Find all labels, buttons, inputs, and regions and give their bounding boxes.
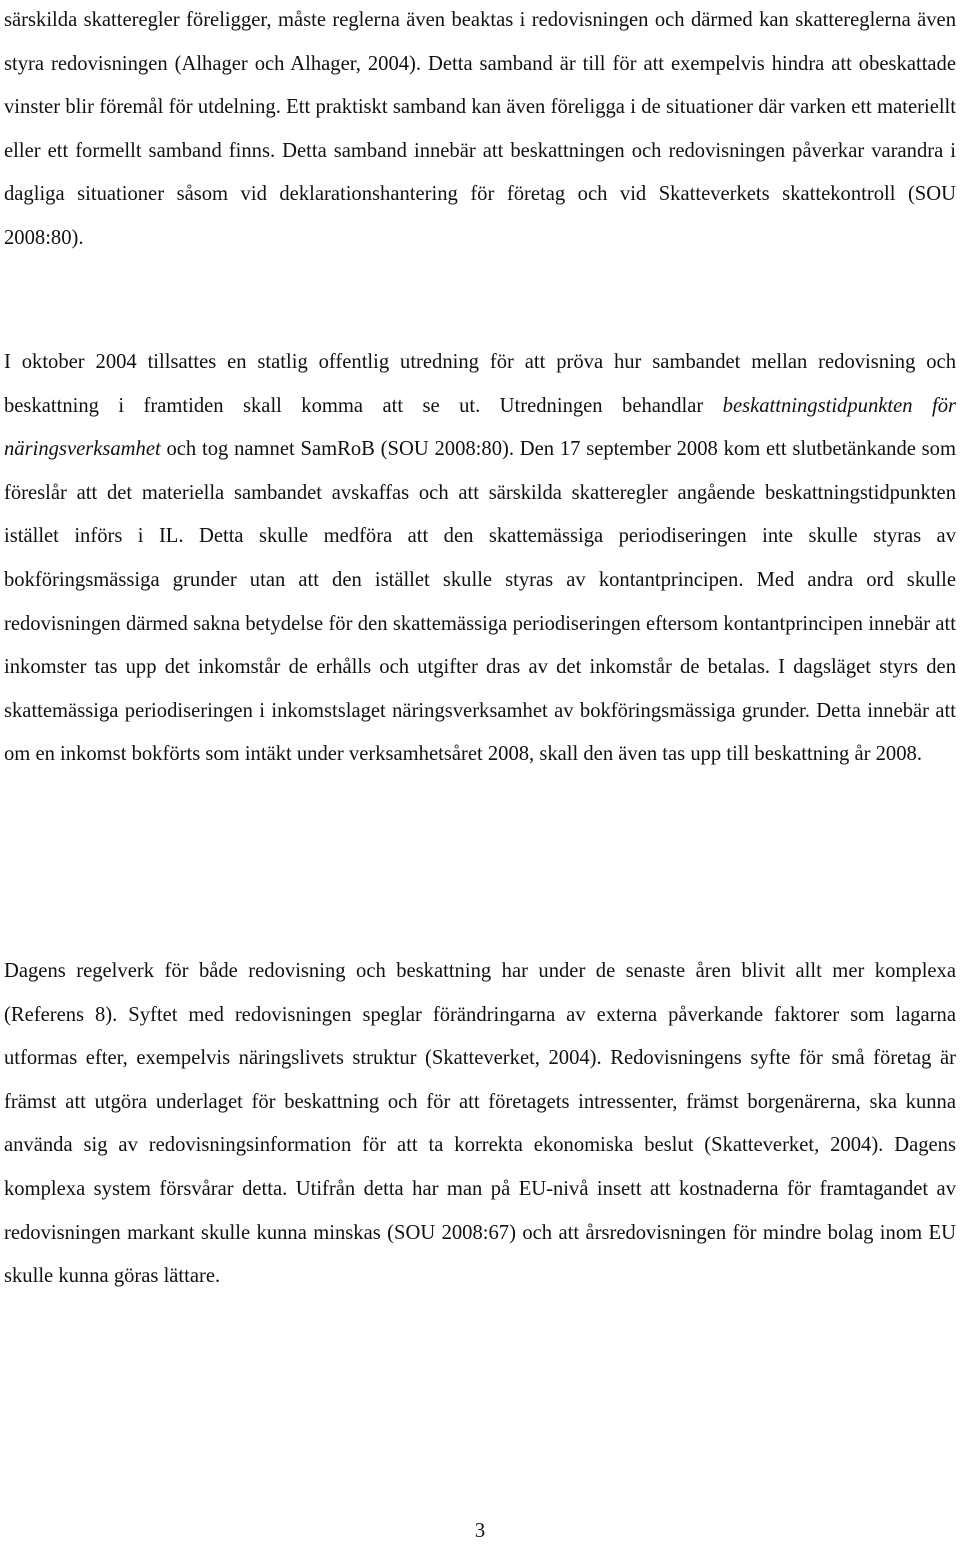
- paragraph: [4, 950, 956, 1299]
- emphasized-text: beskattningstidpunkten för näringsverksamhet: [4, 394, 957, 461]
- paragraph: [4, 0, 956, 261]
- paragraph-text: Dagens regelverk för både redovisning och beskattning har under de senaste åren blivit allt mer komplexa (Referens 8). Syftet med redovisningen speglar förändringarna av externa påverkande faktorer som lagarna utformas efter, exempelvis näringslivets struktur (Skatteverket, 2004). Redovisningens syfte för små företag är främst att utgöra underlaget för beskattning och för att företagets intressenter, främst borgenärerna, ska kunna använda sig av redovisningsinformation för att ta korrekta ekonomiska beslut (Skatteverket, 2004). Dagens komplexa system försvårar detta. Utifrån detta har man på EU-nivå insett att kostnaderna för framtagandet av redovisningen markant skulle kunna minskas (SOU 2008:67) och att årsredovisningen för mindre bolag inom EU skulle kunna göras lättare.: [4, 960, 956, 1288]
- paragraph-text: I oktober 2004 tillsattes en statlig offentlig utredning för att pröva hur sambandet mellan redovisning och beskattning i framtiden skall komma att se ut. Utredningen behandlar: [4, 351, 956, 417]
- page-number: 3: [474, 1520, 486, 1542]
- paragraph-text: och tog namnet SamRoB (SOU 2008:80). Den 17 september 2008 kom ett slutbetänkande som föreslår att det materiella sambandet avskaffas och att särskilda skatteregler angående beskattningstidpunkten istället införs i IL. Detta skulle medföra att den skattemässiga periodiseringen inte skulle styras av bokföringsmässiga grunder utan att den istället skulle styras av kontantprincipen. Med andra ord skulle redovisningen därmed sakna betydelse för den skattemässiga periodiseringen eftersom kontantprincipen innebär att inkomster tas upp det inkomstår de erhålls och utgifter dras av det inkomstår de betalas. I dagsläget styrs den skattemässiga periodiseringen i inkomstslaget näringsverksamhet av bokföringsmässiga grunder. Detta innebär att om en inkomst bokförts som intäkt under verksamhetsåret 2008, skall den även tas upp till beskattning år 2008.: [4, 438, 956, 766]
- paragraph: [4, 341, 956, 777]
- paragraph-text: särskilda skatteregler föreligger, måste reglerna även beaktas i redovisningen och därmed kan skattereglerna även styra redovisningen (Alhager och Alhager, 2004). Detta samband är till för att exempelvis hindra att obeskattade vinster blir föremål för utdelning. Ett praktiskt samband kan även föreligga i de situationer där varken ett materiellt eller ett formellt samband finns. Detta samband innebär att beskattningen och redovisningen påverkar varandra i dagliga situationer såsom vid deklarationshantering för företag och vid Skatteverkets skattekontroll (SOU 2008:80).: [4, 9, 956, 249]
